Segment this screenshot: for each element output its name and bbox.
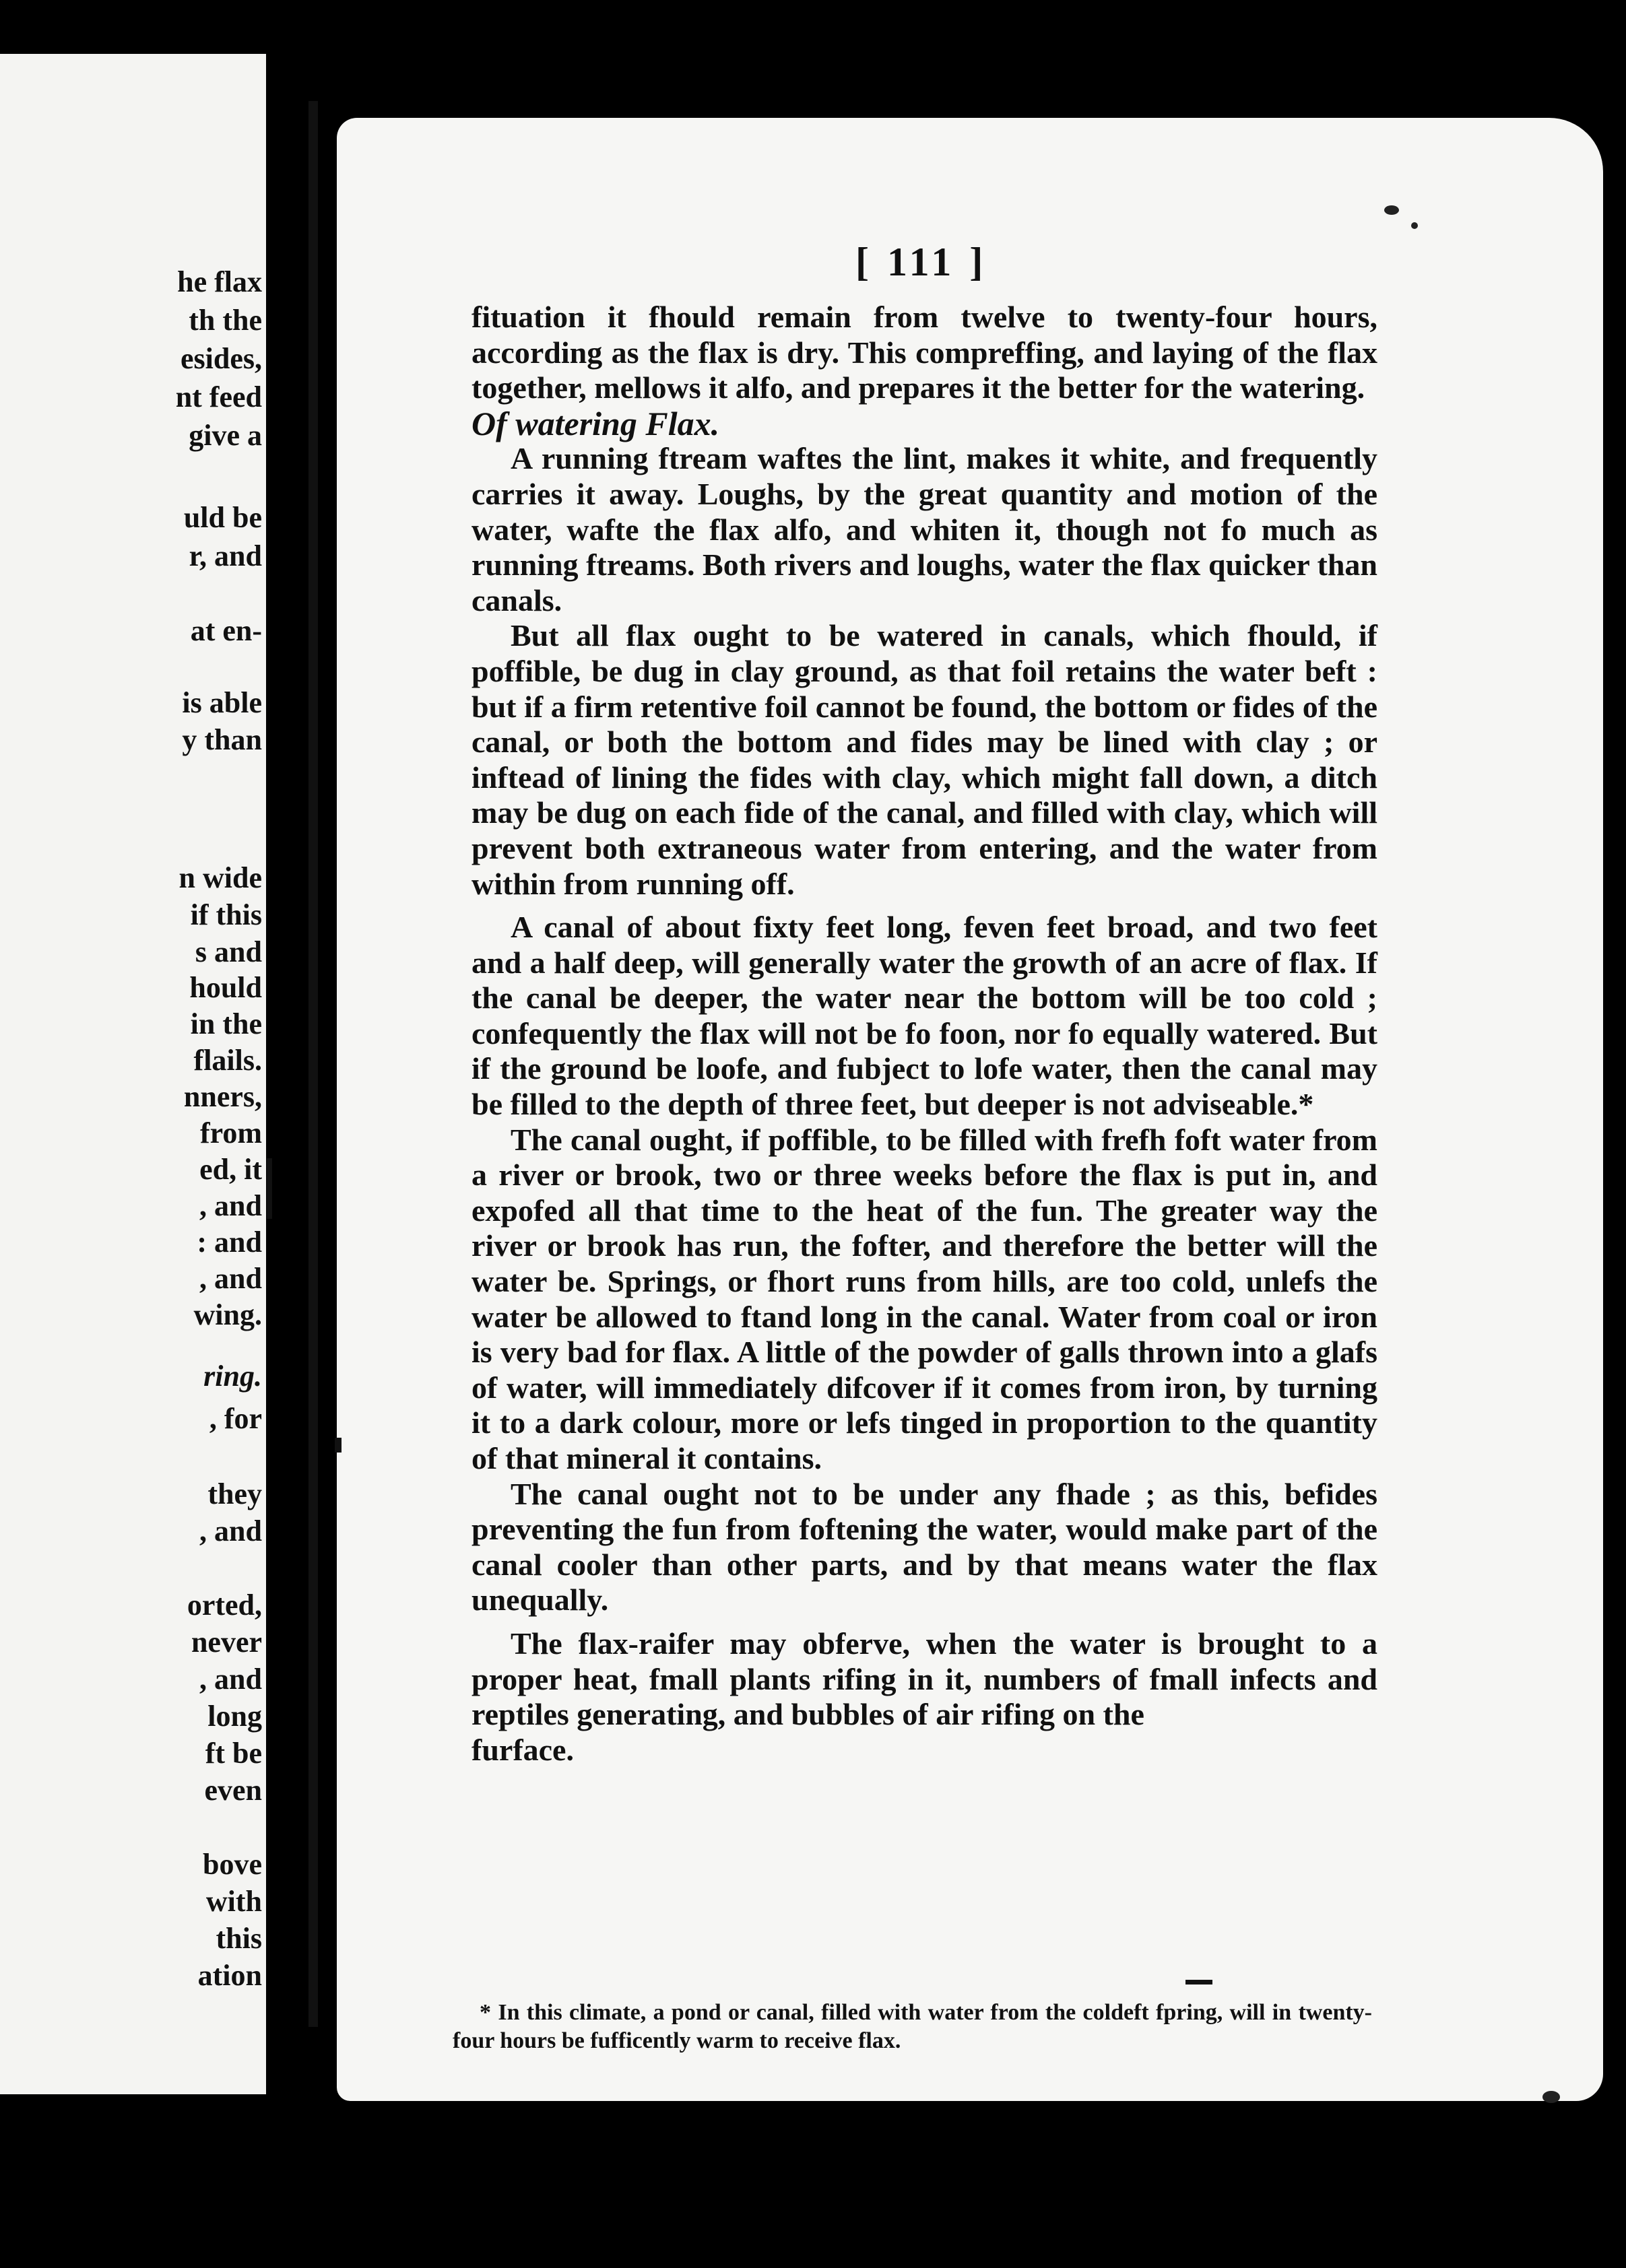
page-gutter	[266, 54, 340, 2094]
left-page-line: in the	[190, 1007, 262, 1040]
paragraph-4: The canal ought, if poffible, to be filled with frefh foft water from a river or brook, two or three weeks before the flax is put in, and expofed all that time to the heat of the fun. The greater way the river or brook has run, the fofter, and therefore the better will the water be. Springs, or fhort runs from hills, are too cold, unlefs the water be allowed to ftand long in the canal. Water from coal or iron is very bad for flax. A little of the powder of galls thrown into a glafs of water, will immediately difcover if it comes from iron, by turning it to a dark colour, more or lefs tinged in proportion to the quantity of that mineral it contains.	[471, 1122, 1377, 1475]
footnote	[453, 1999, 1372, 2055]
scan-mark	[1185, 1980, 1212, 1984]
scan-mark	[335, 1438, 342, 1453]
gutter-rule	[308, 101, 318, 2027]
left-page-line: nners,	[183, 1080, 262, 1113]
left-page-line: never	[191, 1626, 262, 1659]
left-page-line: this	[216, 1922, 262, 1955]
left-page-line: ft be	[205, 1737, 262, 1770]
left-page-line: , and	[199, 1663, 262, 1696]
previous-page-strip	[0, 54, 266, 2094]
page-number: [ 111 ]	[855, 240, 987, 284]
left-page-line: esides,	[181, 342, 262, 375]
left-page-line: th the	[189, 304, 262, 337]
left-page-line: orted,	[187, 1589, 262, 1622]
section-heading: Of watering Flax.	[471, 404, 720, 442]
left-page-line: , and	[199, 1189, 262, 1222]
left-page-line: wing.	[193, 1298, 262, 1331]
left-page-line: is able	[182, 686, 262, 719]
left-page-line: bove	[203, 1848, 262, 1881]
left-page-line: ring.	[203, 1360, 262, 1393]
paragraph-6: The flax-raifer may obferve, when the water is brought to a proper heat, fmall plants rifing in it, numbers of fmall infects and reptiles generating, and bubbles of air rifing on the	[471, 1626, 1377, 1732]
scan-speck	[1542, 2091, 1560, 2103]
left-page-line: give a	[189, 419, 262, 452]
paragraph-5: The canal ought not to be under any fhade ; as this, befides preventing the fun from foftening the water, would make part of the canal cooler than other parts, and by that means water the flax unequally.	[471, 1476, 1377, 1617]
left-page-line: ation	[197, 1959, 262, 1992]
left-page-line: if this	[190, 898, 262, 931]
scan-speck	[1411, 222, 1418, 229]
left-page-line: they	[207, 1477, 262, 1510]
paragraph-2: But all flax ought to be watered in canals, which fhould, if poffible, be dug in clay ground, as that foil retains the water beft : but if a firm retentive foil cannot be found, the bottom or fides of the canal, or both the bottom and fides may be lined with clay ; or inftead of lining the fides with clay, which might fall down, a ditch may be dug on each fide of the canal, and filled with clay, which will prevent both extraneous water from entering, and the water from within from running off.	[471, 618, 1377, 901]
footnote-text: * In this climate, a pond or canal, filled with water from the coldeft fpring, will in twenty-four hours be fufficently warm to receive flax.	[453, 2000, 1372, 2053]
left-page-line: : and	[197, 1226, 262, 1259]
left-page-line: with	[205, 1885, 262, 1918]
left-page-line: nt feed	[175, 380, 262, 413]
left-page-line: he flax	[177, 265, 262, 298]
left-page-line: uld be	[183, 501, 262, 534]
left-page-line: r, and	[189, 539, 262, 572]
left-page-line: y than	[182, 723, 262, 756]
left-page-line: , and	[199, 1262, 262, 1295]
left-page-line: ed, it	[199, 1153, 262, 1186]
left-page-line: , for	[209, 1402, 262, 1435]
left-page-line: n wide	[178, 861, 262, 894]
left-page-line: flails.	[193, 1044, 262, 1077]
paragraph-3: A canal of about fixty feet long, feven feet broad, and two feet and a half deep, will generally water the growth of an acre of flax. If the canal be deeper, the water near the bottom will be too cold ; confequently the flax will not be fo foon, nor fo equally watered. But if the ground be loofe, and fubject to lofe water, then the canal may be filled to the depth of three feet, but deeper is not adviseable.*	[471, 910, 1377, 1122]
left-page-line: at en-	[190, 614, 262, 647]
scan-mark	[267, 1158, 272, 1219]
left-page-line: , and	[199, 1514, 262, 1547]
left-page-line: even	[204, 1774, 262, 1807]
paragraph-1: A running ftream waftes the lint, makes it white, and frequently carries it away. Loughs, by the great quantity and motion of the water, wafte the flax alfo, and whiten it, though not fo much as running ftreams. Both rivers and loughs, water the flax quicker than canals.	[471, 441, 1377, 618]
scan-speck	[1384, 205, 1399, 215]
left-page-line: hould	[189, 971, 262, 1004]
left-page-line: long	[207, 1700, 262, 1733]
left-page-line: from	[199, 1116, 262, 1149]
left-page-line: s and	[195, 935, 262, 968]
catchword: furface.	[471, 1732, 574, 1767]
main-text	[471, 300, 1377, 1768]
opening-paragraph: fituation it fhould remain from twelve to twenty-four hours, according as the flax is dry. This compreffing, and laying of the flax together, mellows it alfo, and prepares it the better for the watering.	[471, 300, 1377, 405]
